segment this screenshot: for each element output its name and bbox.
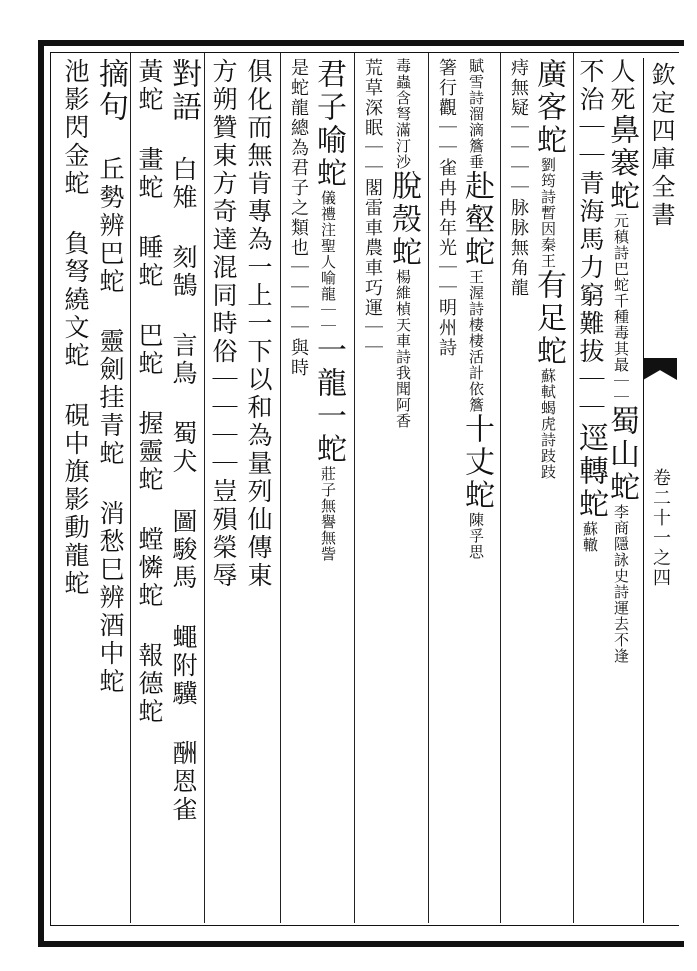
text-run: 人死 — [607, 58, 636, 114]
couplet-item: 刻鵠 — [169, 244, 198, 300]
couplet-item: 螳憐蛇 — [135, 526, 164, 610]
annotation: 陳孚思 — [467, 512, 485, 560]
annotation: 楊維楨天車詩我聞阿香 — [394, 269, 412, 429]
text-column — [354, 58, 390, 918]
couplet-item: 巴蛇 — [135, 322, 164, 378]
annotation: 蘇軾蝎虎詩跂跂 — [539, 368, 557, 480]
text-column — [57, 58, 93, 918]
section-heading: 對語 — [166, 58, 201, 124]
margin-rule — [643, 58, 644, 923]
fish-tail-mark-icon — [643, 358, 677, 380]
entry-heading: 蜀山蛇 — [604, 405, 639, 504]
text-run: 不治｜｜青海馬力窮難拔｜｜ — [576, 58, 605, 422]
quote-item: 靈劍挂青蛇 — [96, 328, 125, 468]
annotation: 王渥詩棲棲活計依簷 — [467, 269, 485, 413]
quote-item: 池影閃金蛇 — [61, 58, 90, 198]
couplet-item: 睡蛇 — [135, 234, 164, 290]
entry-heading: 赴壑蛇 — [459, 170, 494, 269]
couplet-item: 報德蛇 — [135, 642, 164, 726]
text-column — [385, 58, 421, 918]
volume-label: 卷二十一之四 — [650, 468, 671, 588]
text-column — [205, 58, 241, 918]
quote-item: 丘勢辨巴蛇 — [96, 156, 125, 296]
book-title: 欽定四庫全書 — [647, 62, 675, 230]
section-heading: 摘句 — [93, 58, 128, 124]
text-column — [131, 58, 167, 918]
text-run: 俱化而無肯專為一上一下以和為量列仙傳東 — [244, 58, 273, 590]
entry-heading: 鼻褰蛇 — [604, 114, 639, 213]
quote-item: 消愁巳辨酒中蛇 — [96, 500, 125, 696]
entry-heading: 十丈蛇 — [459, 413, 494, 512]
text-column — [428, 58, 464, 918]
text-column — [500, 58, 536, 918]
text-run: 是蛇龍總為君子之類也｜｜｜｜與時 — [288, 58, 309, 378]
annotation: 儀禮注聖人喻龍｜｜ — [319, 190, 337, 334]
text-run: 痔無疑｜｜ — [508, 58, 529, 158]
text-column — [240, 58, 276, 918]
text-run: ｜｜脉脉無角龍 — [508, 158, 529, 298]
text-column — [165, 58, 201, 918]
annotation: 蘇轍 — [581, 521, 599, 553]
couplet-item: 酬恩雀 — [169, 740, 198, 824]
text-column — [280, 58, 316, 918]
quote-item: 負弩繞文蛇 — [61, 230, 90, 370]
annotation: 李商隱詠史詩運去不逢 — [612, 504, 630, 664]
couplet-item: 白雉 — [169, 156, 198, 212]
couplet-item: 蜀犬 — [169, 420, 198, 476]
entry-heading: 廣客蛇 — [531, 58, 566, 157]
annotation: 毒蟲含弩滿汀沙 — [394, 58, 412, 170]
text-run: 方朔贊東方奇達混同時俗｜｜｜｜豈殞榮辱 — [209, 58, 238, 590]
text-column — [572, 58, 608, 918]
couplet-item: 蠅附驥 — [169, 624, 198, 708]
annotation: 元稹詩巴蛇千種毒其最｜｜ — [612, 213, 630, 405]
couplet-item: 握靈蛇 — [135, 410, 164, 494]
entry-heading: 君子喻蛇 — [311, 58, 346, 190]
entry-heading: 有足蛇 — [531, 269, 566, 368]
text-run: 箸行觀｜｜雀冉冉年光｜｜明州詩 — [436, 58, 457, 358]
annotation: 劉筠詩暫因秦王 — [539, 157, 557, 269]
text-column — [603, 58, 639, 918]
entry-heading: 逕轉蛇 — [573, 422, 608, 521]
couplet-item: 圖駿馬 — [169, 508, 198, 592]
couplet-item: 黃蛇 — [135, 58, 164, 114]
quote-item: 硯中旗影動龍蛇 — [61, 402, 90, 598]
annotation: 賦雪詩溜滴簷垂 — [467, 58, 485, 170]
entry-heading: 一龍一蛇 — [311, 334, 346, 466]
text-run: 荒草深眠｜｜閣雷車農車巧運｜｜ — [362, 58, 383, 358]
page-margin — [643, 58, 677, 923]
couplet-item: 畫蛇 — [135, 146, 164, 202]
couplet-item: 言鳥 — [169, 332, 198, 388]
annotation: 莊子無譽無訾 — [319, 466, 337, 562]
text-column — [92, 58, 128, 918]
entry-heading: 脫殼蛇 — [386, 170, 421, 269]
